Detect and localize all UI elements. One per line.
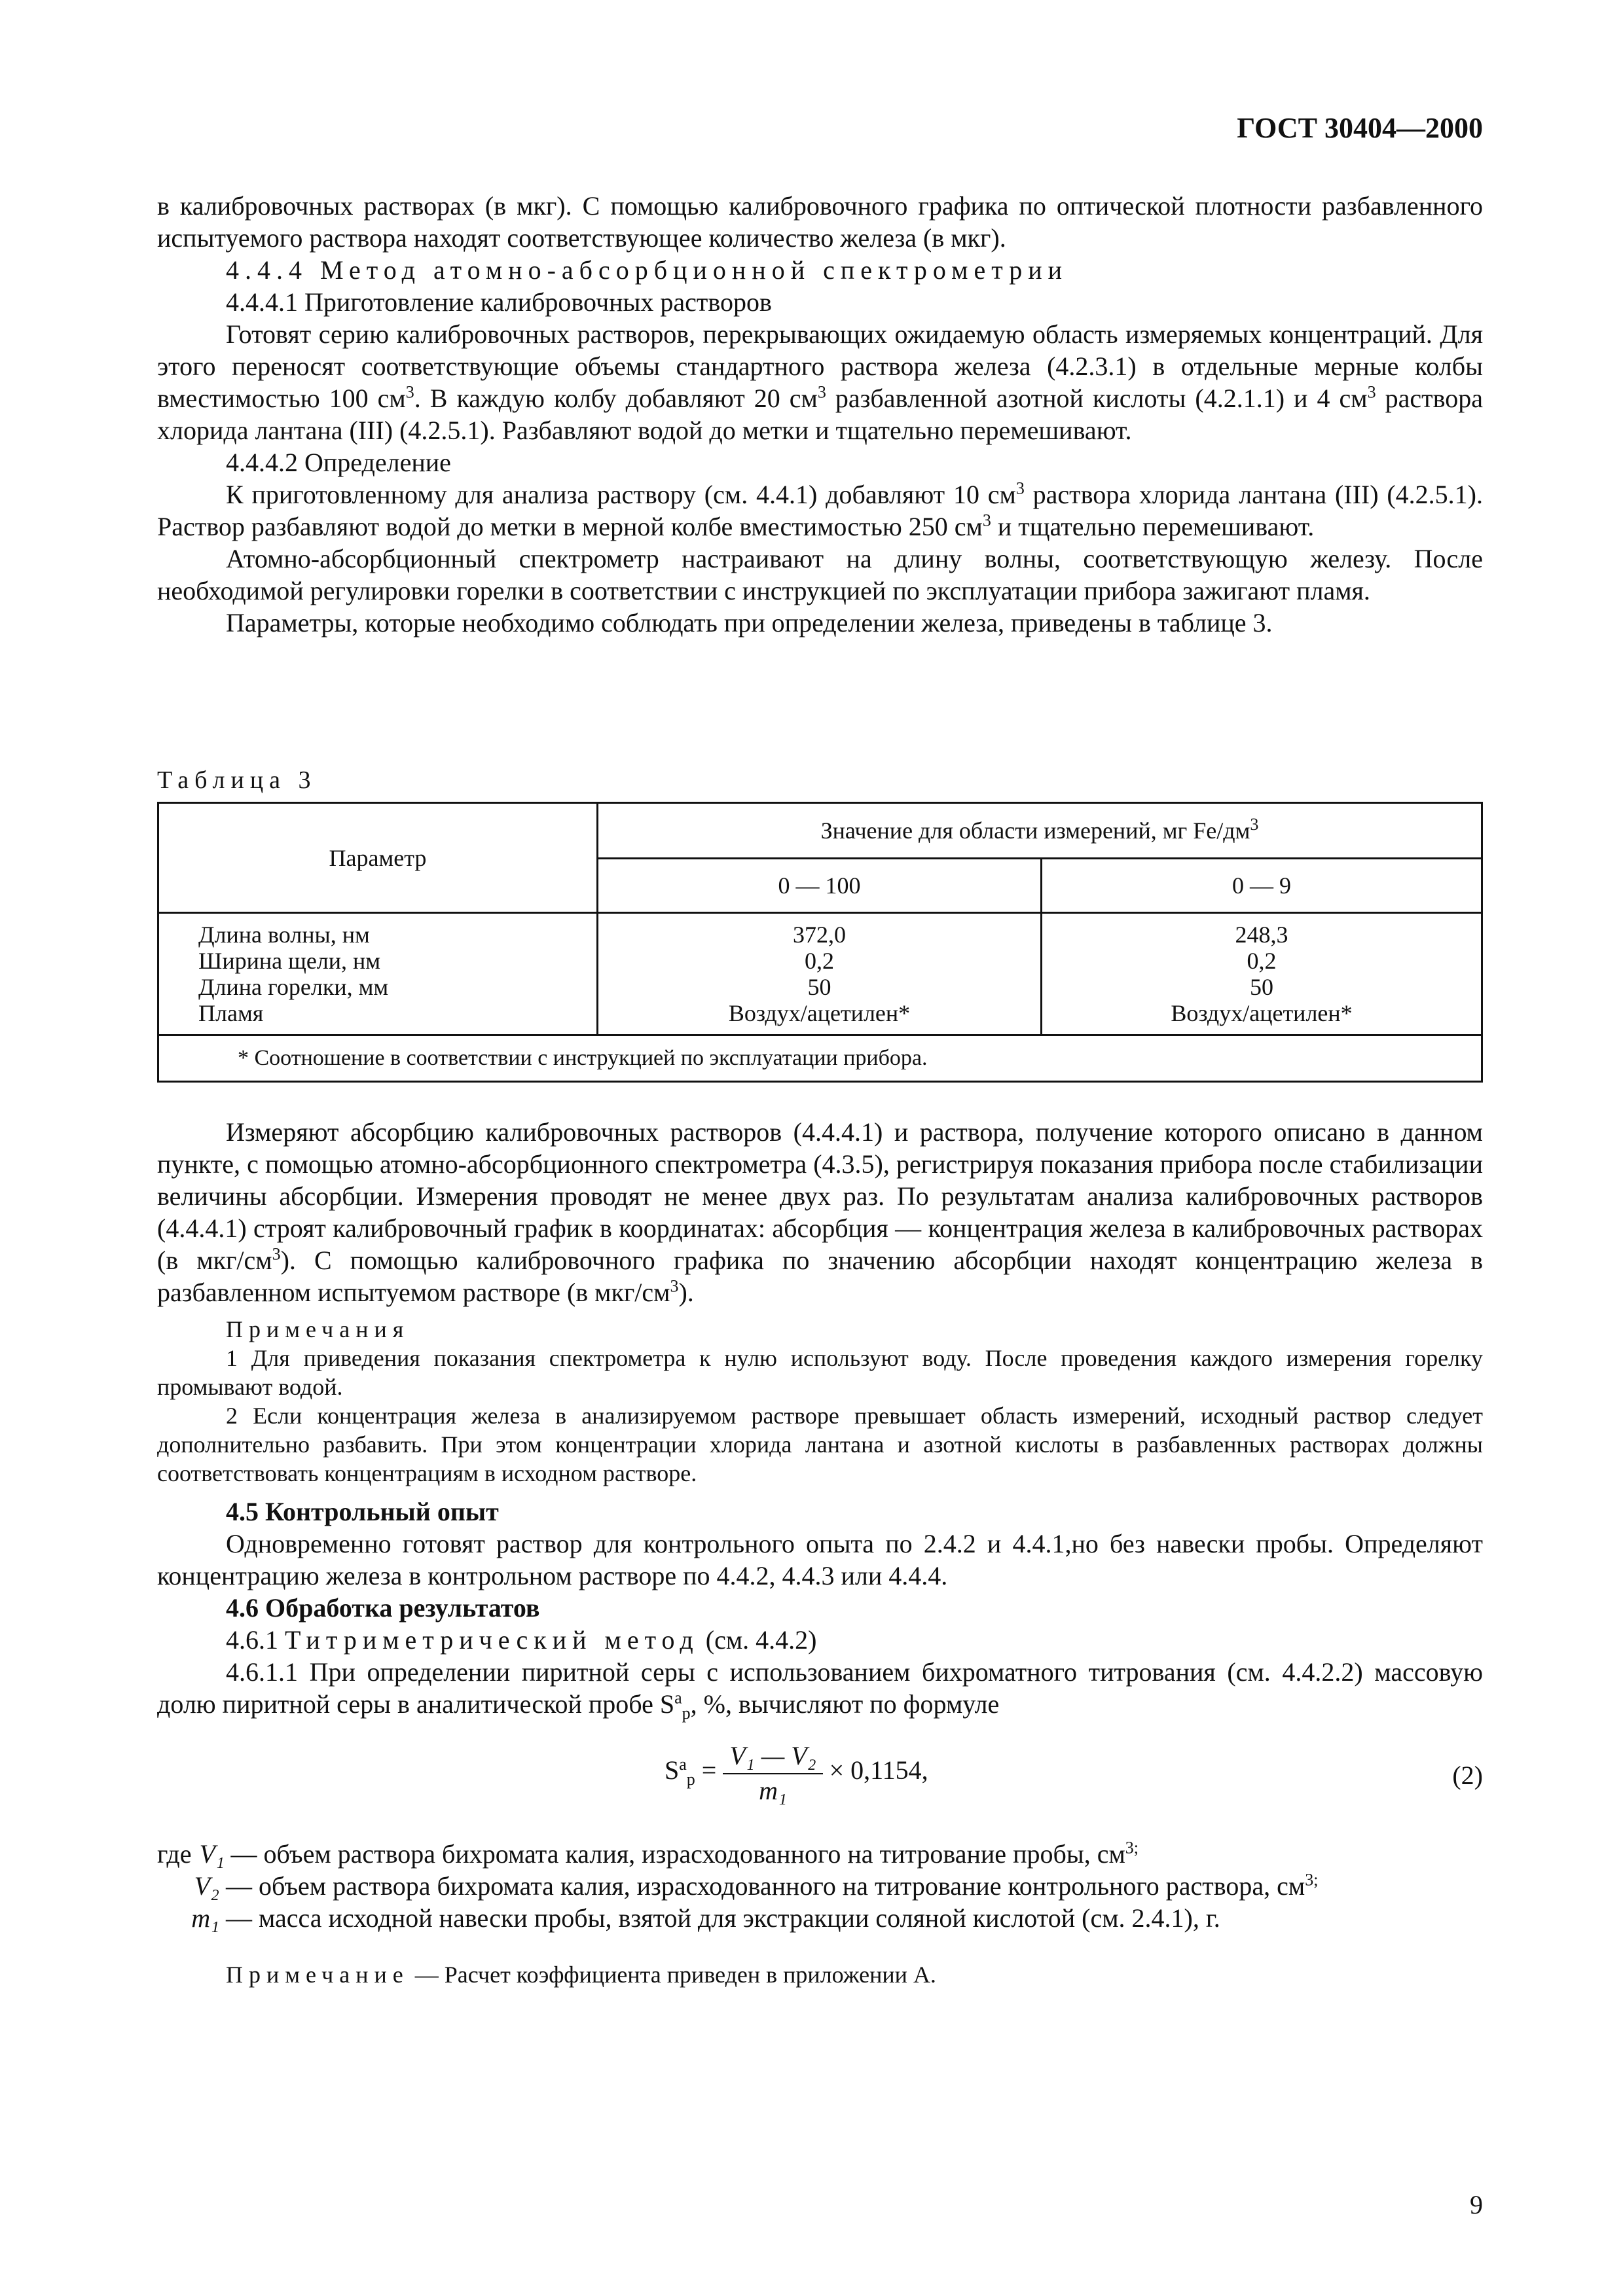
table-header-group: Значение для области измерений, мг $Fe/дм^3$ <box>598 803 1482 859</box>
paragraph-pyrite-sulfur: 4.6.1.1 При определении пиритной серы с использованием бихроматного титрования (см. 4.4.2.2) массовую долю пиритной серы в аналитической пробе $S^a_p$, %, вычисляют по формуле <box>157 1657 1483 1723</box>
table-cell: 50 <box>1250 974 1273 1000</box>
formula-fraction <box>723 1740 822 1806</box>
page-number: 9 <box>1470 2190 1483 2219</box>
paragraph-control-test: Одновременно готовят раствор для контрольного опыта по 2.4.2 и 4.4.1,но без навески пробы. Определяют концентрацию железа в контрольном растворе по 4.4.2, 4.4.3 или 4.4.4. <box>157 1529 1483 1590</box>
table-caption: Таблица 3 <box>157 766 317 794</box>
body-text-lower <box>157 1116 1483 1989</box>
table-cell: Воздух/ацетилен* <box>728 1000 911 1026</box>
table-subheader-range-1: 0 — 100 <box>598 859 1042 913</box>
where-item-v1: где V₁ — объем раствора бихромата калия, израсходованного на титрование пробы, $см^{3;}$ <box>157 1838 1139 1869</box>
note-2: 2 Если концентрация железа в анализируемом растворе превышает область измерений, исходный раствор следует дополнительно разбавить. При этом концентрации хлорида лантана и азотной кислоты в разбавленных растворах должны соответствовать концентрациям в исходном растворе. <box>157 1403 1483 1486</box>
table-3 <box>157 802 1483 1083</box>
table-cell: 0,2 <box>1247 948 1277 974</box>
table-cell: Длина горелки, мм <box>198 974 389 1000</box>
note-1: 1 Для приведения показания спектрометра к нулю используют воду. После проведения каждого измерения горелку промывают водой. <box>157 1345 1483 1400</box>
table-values-range-2 <box>1042 913 1482 1035</box>
table-cell: 50 <box>807 974 831 1000</box>
formula-denominator: m₁ <box>759 1776 787 1805</box>
table-cell: Длина волны, нм <box>198 922 370 948</box>
table-cell: Воздух/ацетилен* <box>1171 1000 1353 1026</box>
table-param-names <box>158 913 598 1035</box>
table-cell: 248,3 <box>1235 922 1288 948</box>
section-heading-4-5: 4.5 Контрольный опыт <box>226 1497 499 1526</box>
section-heading-4-6-1: 4.6.1 Титриметрический метод (см. 4.4.2) <box>226 1625 817 1655</box>
table-values-range-1 <box>598 913 1042 1035</box>
table-footnote: * Соотношение в соответствии с инструкцией по эксплуатации прибора. <box>158 1035 1482 1082</box>
body-text <box>157 190 1483 639</box>
where-item-v2: V₂ — объем раствора бихромата калия, израсходованного на титрование контрольного раствора, $см^{3;}$ <box>194 1870 1319 1901</box>
notes-title: Примечания <box>226 1316 410 1342</box>
formula-tail: × 0,1154, <box>829 1755 928 1785</box>
table-subheader-range-2: 0 — 9 <box>1042 859 1482 913</box>
table-cell: Ширина щели, нм <box>198 948 381 974</box>
section-heading-4-4-4: 4.4.4 Метод атомно-абсорбционной спектрометрии <box>226 255 1068 285</box>
paragraph-calibration: Готовят серию калибровочных растворов, перекрывающих ожидаемую область измеряемых концентраций. Для этого переносят соответствующие объемы стандартного раствора железа (4.2.3.1) в отдельные мерные колбы вместимостью 100 $см^3$. В каждую колбу добавляют 20 $см^3$ разбавленной азотной кислоты (4.2.1.1) и 4 $см^3$ раствора хлорида лантана (III) (4.2.5.1). Разбавляют водой до метки и тщательно перемешивают. <box>157 319 1484 445</box>
section-heading-4-4-4-1: 4.4.4.1 Приготовление калибровочных растворов <box>226 287 772 317</box>
paragraph-absorption: Измеряют абсорбцию калибровочных растворов (4.4.4.1) и раствора, получение которого описано в данном пункте, с помощью атомно-абсорбционного спектрометра (4.3.5), регистрируя показания прибора после стабилизации величины абсорбции. Измерения проводят не менее двух раз. По результатам анализа калибровочных растворов (4.4.4.1) строят калибровочный график в координатах: абсорбция — концентрация железа в калибровочных растворах (в мкг/$см^3$). С помощью калибровочного графика по значению абсорбции находят концентрацию железа в разбавленном испытуемом растворе (в мкг/$см^3$). <box>157 1117 1483 1307</box>
section-heading-4-6: 4.6 Обработка результатов <box>226 1593 540 1623</box>
where-item-m1: m₁ — масса исходной навески пробы, взятой для экстракции соляной кислотой (см. 2.4.1), г. <box>191 1903 1220 1933</box>
formula-numerator: V₁ — V₂ <box>723 1740 822 1774</box>
document-code: ГОСТ 30404—2000 <box>1237 112 1483 144</box>
formula-expression: $S^a_p$ = $\frac{\text{V₁ — V₂}}{\text{m₁}}$ × 0,1154, <box>665 1741 928 1805</box>
paragraph-determination: К приготовленному для анализа раствору (см. 4.4.1) добавляют 10 $см^3$ раствора хлорида лантана (III) (4.2.5.1). Раствор разбавляют водой до метки в мерной колбе вместимостью 250 $см^3$ и тщательно перемешивают. <box>157 478 1484 541</box>
equation-number: (2) <box>1452 1761 1483 1790</box>
table-cell: Пламя <box>198 1000 264 1026</box>
table-header-parameter: Параметр <box>158 803 598 913</box>
paragraph-continuation: в калибровочных растворах (в мкг). С помощью калибровочного графика по оптической плотности разбавленного испытуемого раствора находят соответствующее количество железа (в мкг). <box>157 191 1483 253</box>
section-heading-4-4-4-2: 4.4.4.2 Определение <box>226 448 451 477</box>
final-note: Примечание — Расчет коэффициента приведен в приложении А. <box>226 1962 936 1988</box>
formula-2 <box>157 1740 1483 1838</box>
table-cell: 0,2 <box>805 948 834 974</box>
table-cell: 372,0 <box>793 922 846 948</box>
paragraph-spectrometer: Атомно-абсорбционный спектрометр настраивают на длину волны, соответствующую железу. После необходимой регулировки горелки в соответствии с инструкцией по эксплуатации прибора зажигают пламя. <box>157 544 1483 605</box>
paragraph-parameters: Параметры, которые необходимо соблюдать при определении железа, приведены в таблице 3. <box>226 608 1273 637</box>
